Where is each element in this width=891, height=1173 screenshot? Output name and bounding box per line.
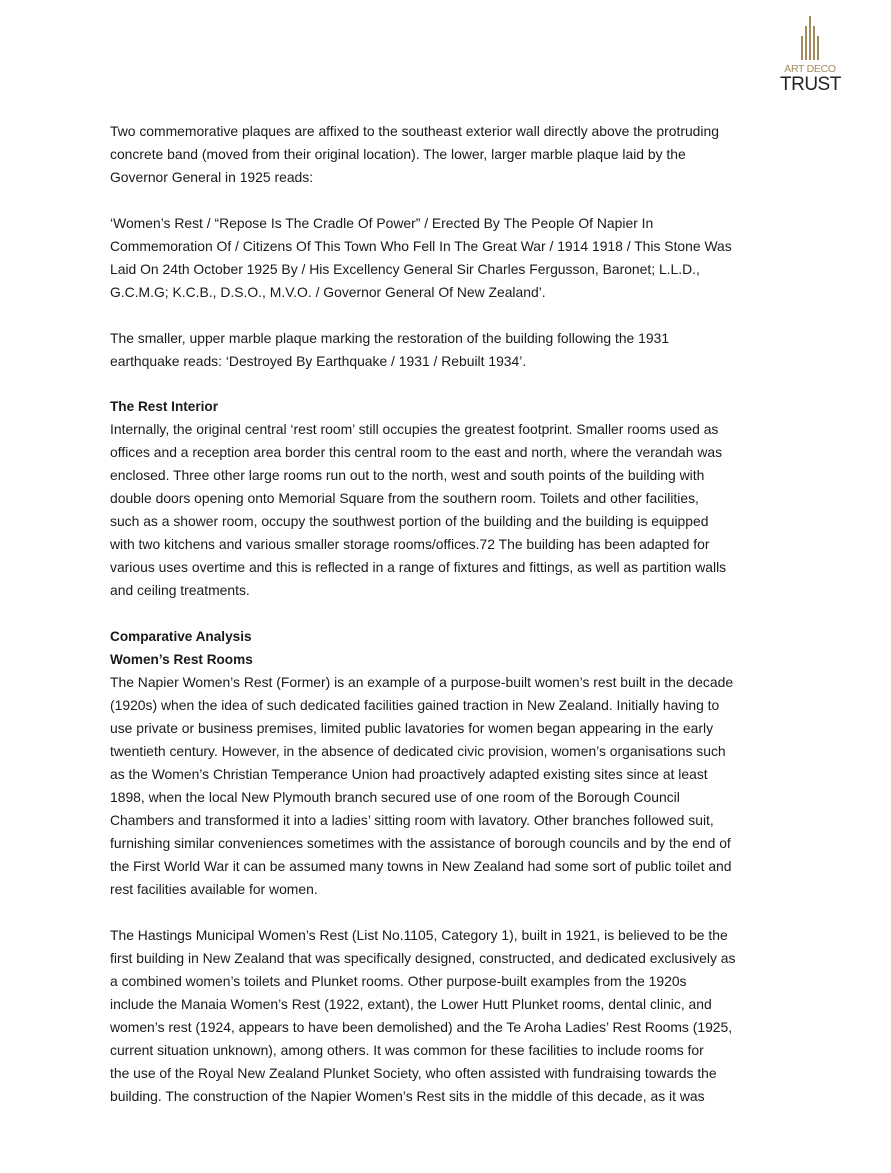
- text-line: current situation unknown), among others. It was common for these facilities to include rooms for: [110, 1041, 704, 1058]
- logo-title: TRUST: [780, 74, 841, 95]
- logo-bars-icon: [799, 16, 821, 60]
- text-line: offices and a reception area border this central room to the east and north, where the verandah was: [110, 444, 723, 461]
- text-line: twentieth century. However, in the absence of dedicated civic provision, women’s organisations such: [110, 743, 726, 760]
- text-line: 1898, when the local New Plymouth branch secured use of one room of the Borough Council: [110, 789, 680, 806]
- text-line: Chambers and transformed it into a ladies’ sitting room with lavatory. Other branches followed suit,: [110, 812, 714, 829]
- paragraph: [110, 120, 800, 189]
- text-line: enclosed. Three other large rooms run out to the north, west and south points of the building with: [110, 467, 705, 484]
- text-line: rest facilities available for women.: [110, 881, 318, 898]
- section-heading: The Rest Interior: [110, 399, 219, 415]
- text-line: Governor General in 1925 reads:: [110, 169, 314, 185]
- text-line: G.C.M.G; K.C.B., D.S.O., M.V.O. / Governor General Of New Zealand’.: [110, 283, 546, 300]
- text-line: and ceiling treatments.: [110, 582, 250, 599]
- text-line: Laid On 24th October 1925 By / His Excellency General Sir Charles Fergusson, Baronet; L.L.D.,: [110, 260, 700, 277]
- text-line: Two commemorative plaques are affixed to the southeast exterior wall directly above the protruding: [110, 123, 719, 139]
- text-line: furnishing similar conveniences sometimes with the assistance of borough councils and by the end of: [110, 835, 731, 852]
- text-line: various uses overtime and this is reflected in a range of fixtures and fittings, as well as partition walls: [110, 559, 727, 576]
- text-line: double doors opening onto Memorial Square from the southern room. Toilets and other facilities,: [110, 490, 699, 507]
- text-line: The Napier Women’s Rest (Former) is an example of a purpose-built women’s rest built in the decade: [110, 674, 734, 691]
- text-line: (1920s) when the idea of such dedicated facilities gained traction in New Zealand. Initially having to: [110, 697, 720, 714]
- text-line: earthquake reads: ‘Destroyed By Earthquake / 1931 / Rebuilt 1934’.: [110, 352, 527, 369]
- art-deco-trust-logo: [780, 16, 840, 108]
- text-line: women’s rest (1924, appears to have been demolished) and the Te Aroha Ladies’ Rest Rooms (1925,: [110, 1018, 733, 1035]
- text-line: first building in New Zealand that was specifically designed, constructed, and dedicated exclusively as: [110, 949, 736, 966]
- text-line: Internally, the original central ‘rest room’ still occupies the greatest footprint. Smaller rooms used as: [110, 421, 719, 438]
- text-line: the use of the Royal New Zealand Plunket Society, who often assisted with fundraising towards the: [110, 1064, 717, 1081]
- section-heading: Comparative Analysis: [110, 629, 252, 645]
- text-line: ‘Women’s Rest / “Repose Is The Cradle Of Power” / Erected By The People Of Napier In: [110, 214, 654, 231]
- paragraph: [110, 625, 800, 901]
- text-line: The smaller, upper marble plaque marking the restoration of the building following the 1931: [110, 329, 670, 346]
- text-line: the First World War it can be assumed many towns in New Zealand had some sort of public toilet and: [110, 858, 732, 875]
- document-body: [110, 120, 800, 1131]
- text-line: concrete band (moved from their original location). The lower, larger marble plaque laid by the: [110, 146, 686, 162]
- text-line: such as a shower room, occupy the southwest portion of the building and the building is equipped: [110, 513, 709, 530]
- text-line: The Hastings Municipal Women’s Rest (List No.1105, Category 1), built in 1921, is believed to be the: [110, 926, 728, 943]
- text-line: a combined women’s toilets and Plunket rooms. Other purpose-built examples from the 1920s: [110, 972, 687, 989]
- logo-subtitle: ART DECO: [784, 63, 836, 75]
- text-line: use private or business premises, limited public lavatories for women began appearing in the early: [110, 720, 714, 737]
- text-line: Commemoration Of / Citizens Of This Town Who Fell In The Great War / 1914 1918 / This Stone Was: [110, 237, 732, 254]
- text-line: as the Women’s Christian Temperance Union had proactively adapted existing sites since at least: [110, 766, 708, 783]
- text-line: building. The construction of the Napier Women’s Rest sits in the middle of this decade, as it was: [110, 1087, 705, 1104]
- paragraph: [110, 327, 800, 373]
- text-line: include the Manaia Women’s Rest (1922, extant), the Lower Hutt Plunket rooms, dental clinic, and: [110, 995, 712, 1012]
- paragraph: [110, 395, 800, 602]
- section-heading: Women’s Rest Rooms: [110, 652, 253, 668]
- paragraph: [110, 212, 800, 304]
- paragraph: [110, 924, 800, 1108]
- text-line: with two kitchens and various smaller storage rooms/offices.72 The building has been adapted for: [110, 536, 710, 553]
